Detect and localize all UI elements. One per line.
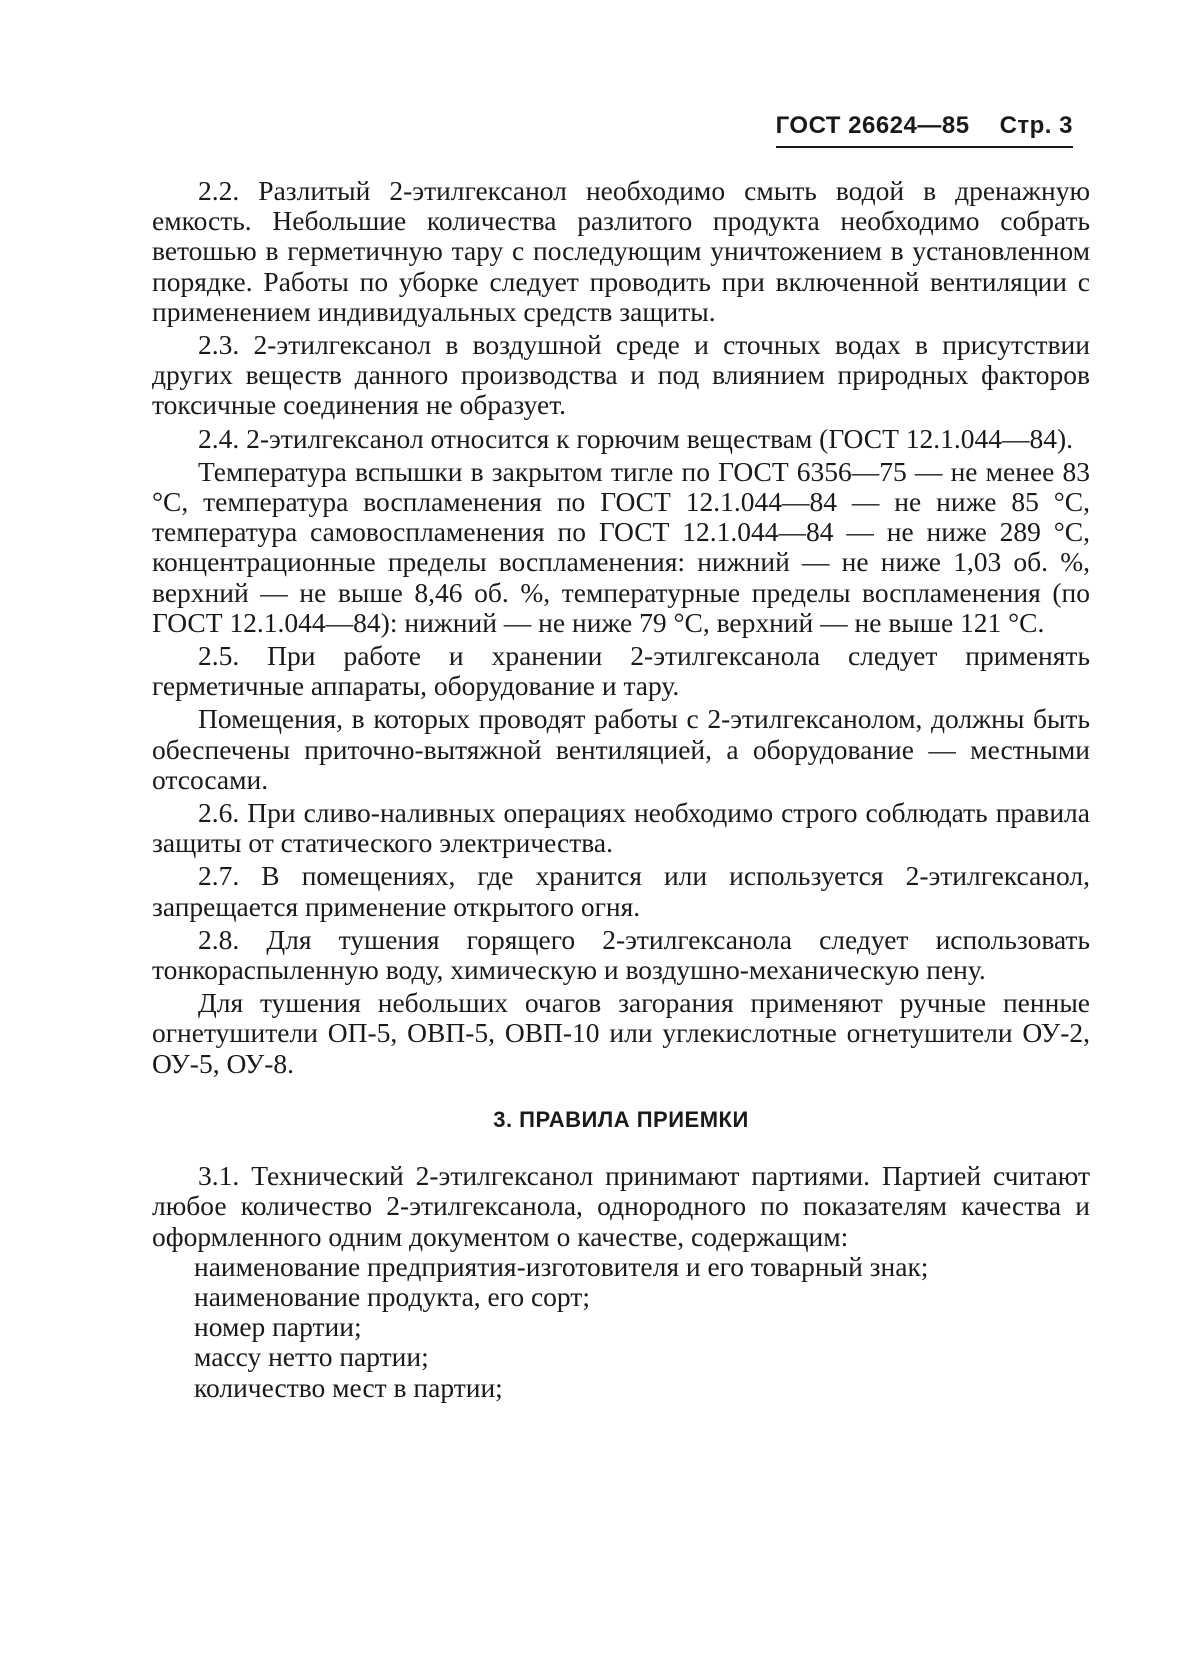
- paragraph-2-7: 2.7. В помещениях, где хранится или используется 2-этилгексанол, запрещается применение открытого огня.: [152, 860, 1090, 922]
- document-contents-list: [152, 1252, 1090, 1403]
- page-header: [776, 112, 1073, 148]
- document-body: [152, 176, 1090, 1403]
- paragraph-2-5: 2.5. При работе и хранении 2-этилгексанола следует применять герметичные аппараты, оборудование и тару.: [152, 640, 1090, 702]
- paragraph-extinguishers: Для тушения небольших очагов загорания применяют ручные пенные огнетушители ОП-5, ОВП-5, ОВП-10 или углекислотные огнетушители ОУ-2, ОУ-5, ОУ-8.: [152, 987, 1090, 1079]
- paragraph-3-1: 3.1. Технический 2-этилгексанол принимают партиями. Партией считают любое количество 2-этилгексанола, однородного по показателям качества и оформленного одним документом о качестве, содержащим:: [152, 1160, 1090, 1252]
- section-3-title: 3. ПРАВИЛА ПРИЕМКИ: [493, 1106, 749, 1132]
- list-item: количество мест в партии;: [194, 1371, 503, 1403]
- list-item: массу нетто партии;: [194, 1341, 429, 1373]
- list-item: номер партии;: [194, 1311, 362, 1343]
- paragraph-2-4: 2.4. 2-этилгексанол относится к горючим веществам (ГОСТ 12.1.044—84).: [198, 422, 1074, 454]
- paragraph-flash-point: Температура вспышки в закрытом тигле по ГОСТ 6356—75 — не менее 83 °С, температура воспламенения по ГОСТ 12.1.044—84 — не ниже 85 °С, температура самовоспламенения по ГОСТ 12.1.044—84 — не ниже 289 °С, концентрационные пределы воспламенения: нижний — не ниже 1,03 об. %, верхний — не выше 8,46 об. %, температурные пределы воспламенения (по ГОСТ 12.1.044—84): нижний — не ниже 79 °С, верхний — не выше 121 °С.: [152, 455, 1090, 638]
- paragraph-2-6: 2.6. При сливо-наливных операциях необходимо строго соблюдать правила защиты от статического электричества.: [152, 797, 1090, 859]
- paragraph-2-3: 2.3. 2-этилгексанол в воздушной среде и сточных водах в присутствии других веществ данного производства и под влиянием природных факторов токсичные соединения не образует.: [152, 329, 1090, 421]
- paragraph-2-2: 2.2. Разлитый 2-этилгексанол необходимо смыть водой в дренажную емкость. Небольшие количества разлитого продукта необходимо собрать ветошью в герметичную тару с последующим уничтожением в установленном порядке. Работы по уборке следует проводить при включенной вентиляции с применением индивидуальных средств защиты.: [152, 175, 1090, 327]
- list-item: наименование продукта, его сорт;: [194, 1280, 590, 1312]
- list-item: наименование предприятия-изготовителя и его товарный знак;: [194, 1250, 929, 1282]
- page-number: Стр. 3: [999, 112, 1073, 139]
- paragraph-premises: Помещения, в которых проводят работы с 2-этилгексанолом, должны быть обеспечены приточно-вытяжной вентиляцией, а оборудование — местными отсосами.: [152, 703, 1090, 795]
- paragraph-2-8: 2.8. Для тушения горящего 2-этилгексанола следует использовать тонкораспыленную воду, химическую и воздушно-механическую пену.: [152, 923, 1090, 986]
- standard-number: ГОСТ 26624—85: [775, 112, 970, 139]
